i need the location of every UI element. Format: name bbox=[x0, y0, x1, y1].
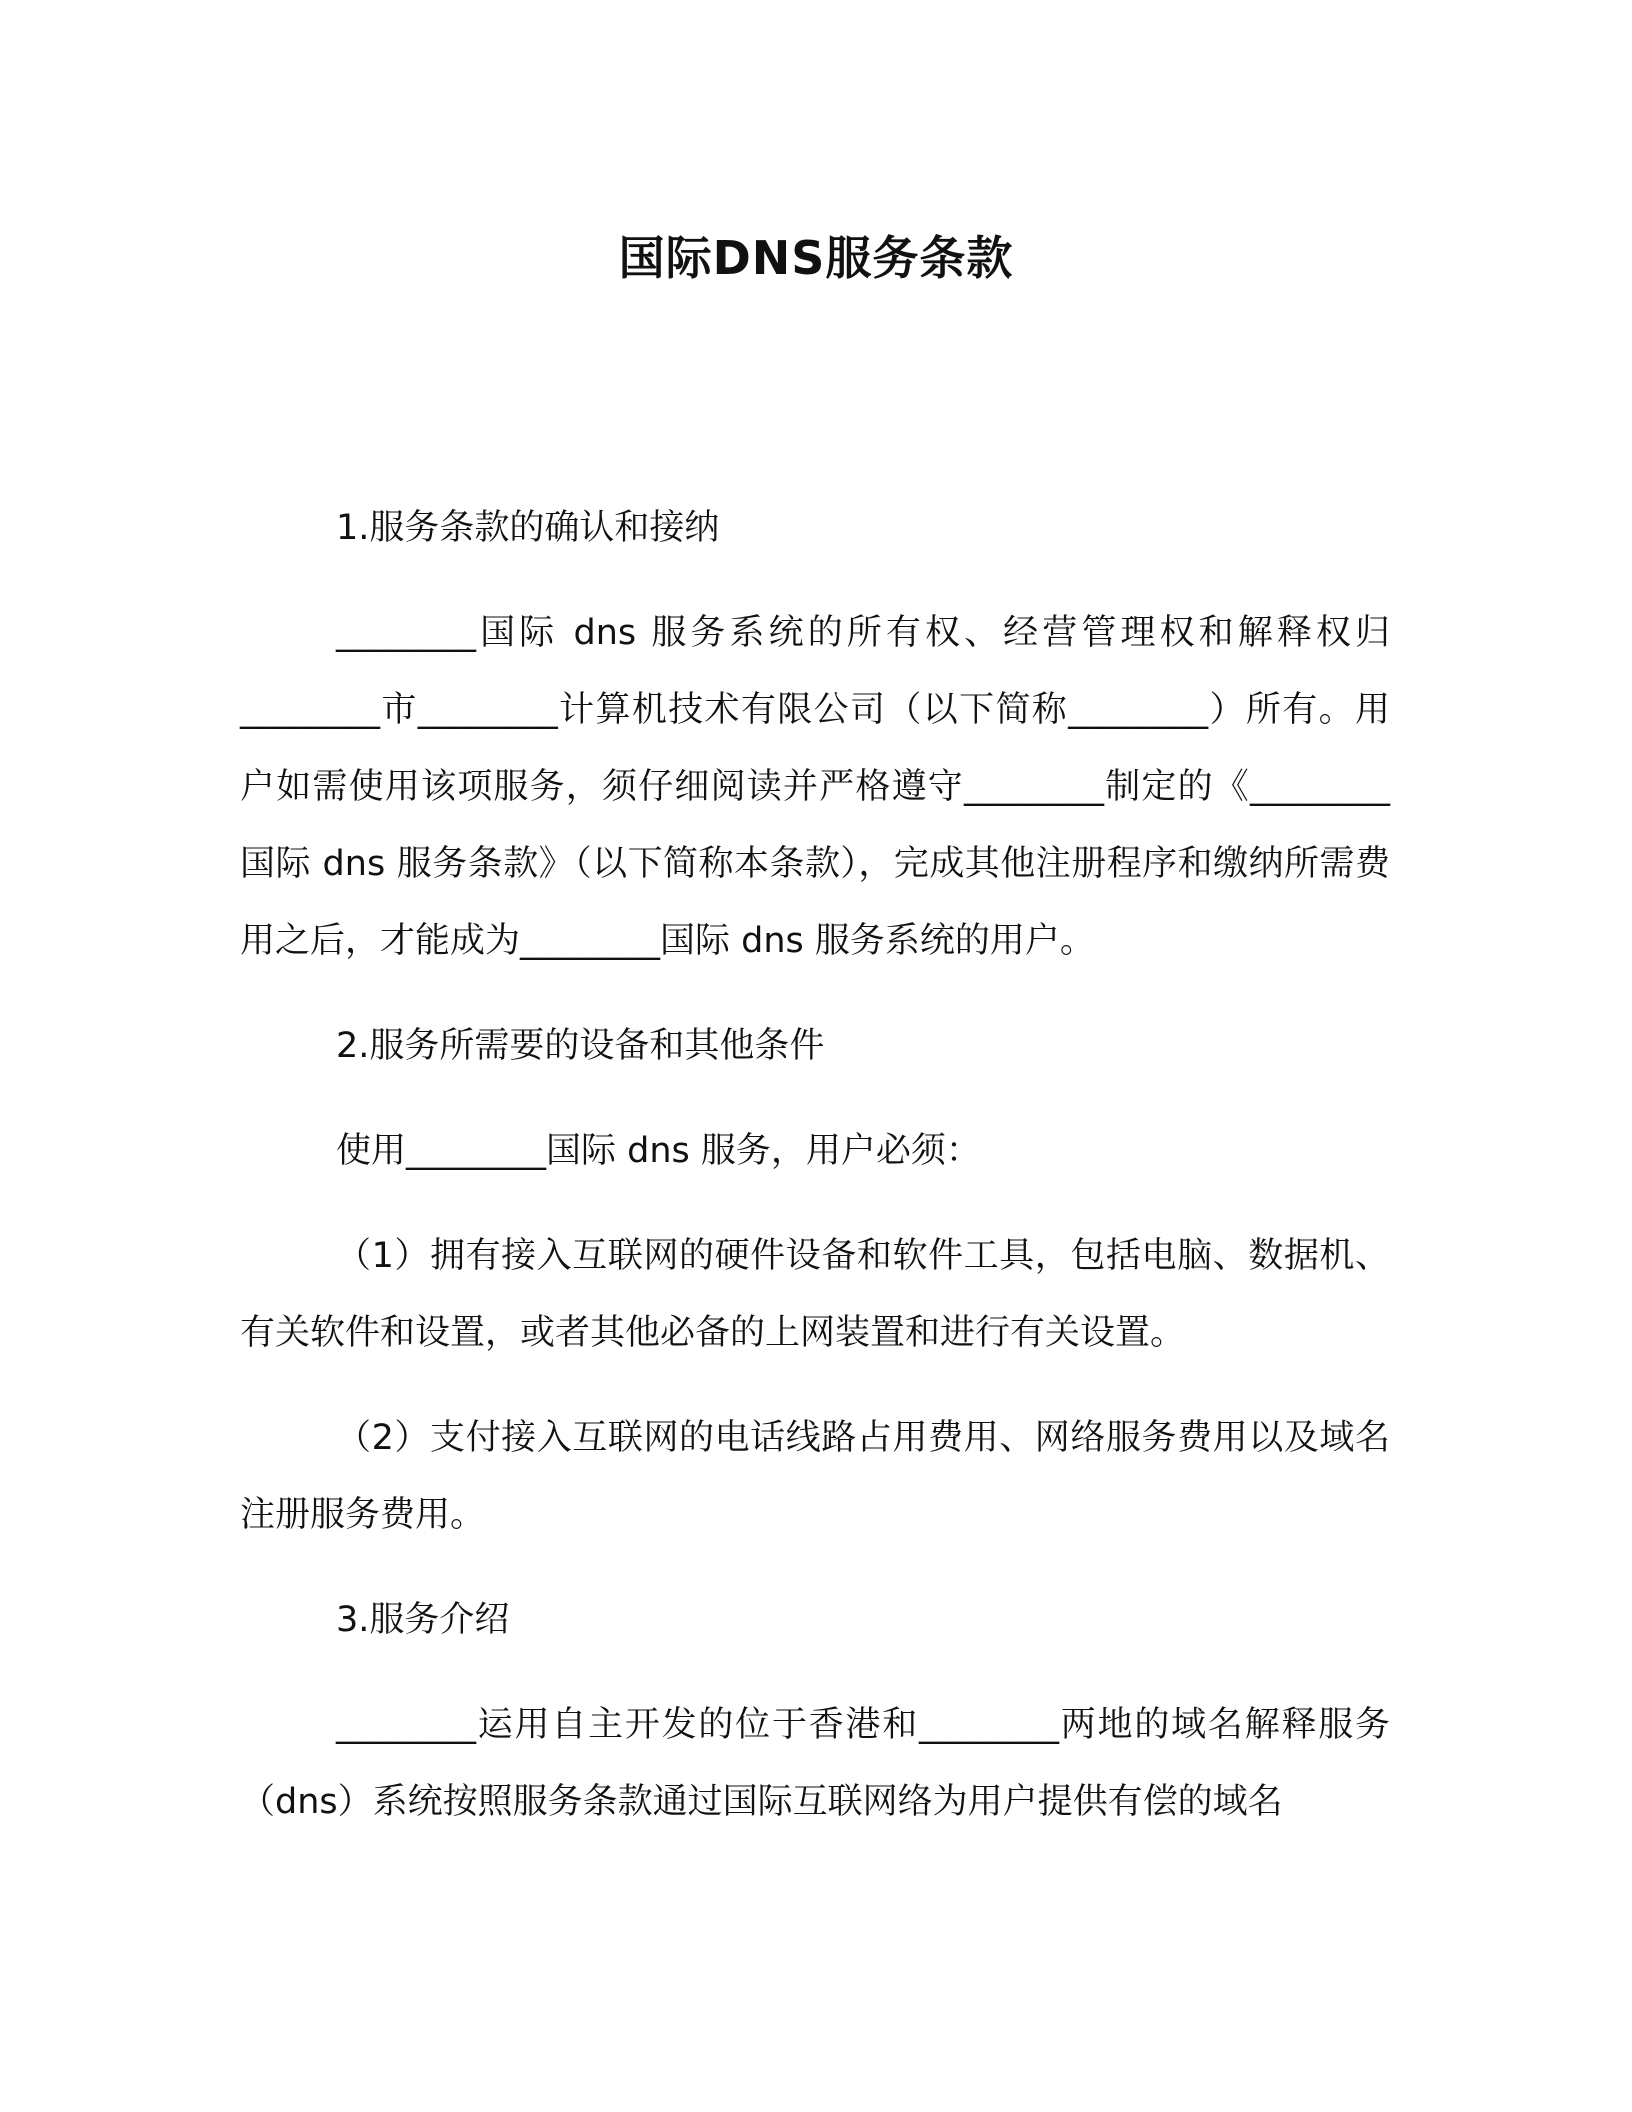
section-2 bbox=[240, 1008, 1390, 1554]
section-paragraph: 使用________国际 dns 服务，用户必须： bbox=[336, 1131, 981, 1171]
document-title: 国际DNS服务条款 bbox=[618, 231, 1014, 285]
section-paragraph: （2）支付接入互联网的电话线路占用费用、网络服务费用以及域名注册服务费用。 bbox=[240, 1418, 1390, 1535]
section-paragraph: ________国际 dns 服务系统的所有权、经营管理权和解释权归________市________计算机技术有限公司（以下简称________）所有。用户如需使用该项服务，须仔细阅读并严格遵守________制定的《________国际 dns 服务条款》（以下简称本条款），完成其他注册程序和缴纳所需费用之后，才能成为________国际 dns 服务系统的用户。 bbox=[240, 613, 1390, 961]
section-1 bbox=[240, 490, 1390, 980]
section-heading: 3.服务介绍 bbox=[336, 1600, 510, 1640]
section-heading: 2.服务所需要的设备和其他条件 bbox=[336, 1026, 825, 1066]
section-paragraph: ________运用自主开发的位于香港和________两地的域名解释服务（dns）系统按照服务条款通过国际互联网络为用户提供有偿的域名 bbox=[240, 1705, 1390, 1822]
section-heading: 1.服务条款的确认和接纳 bbox=[336, 508, 720, 548]
section-3 bbox=[240, 1582, 1390, 1841]
section-paragraph: （1）拥有接入互联网的硬件设备和软件工具，包括电脑、数据机、有关软件和设置，或者其他必备的上网装置和进行有关设置。 bbox=[240, 1236, 1390, 1353]
document-body bbox=[240, 490, 1390, 1869]
